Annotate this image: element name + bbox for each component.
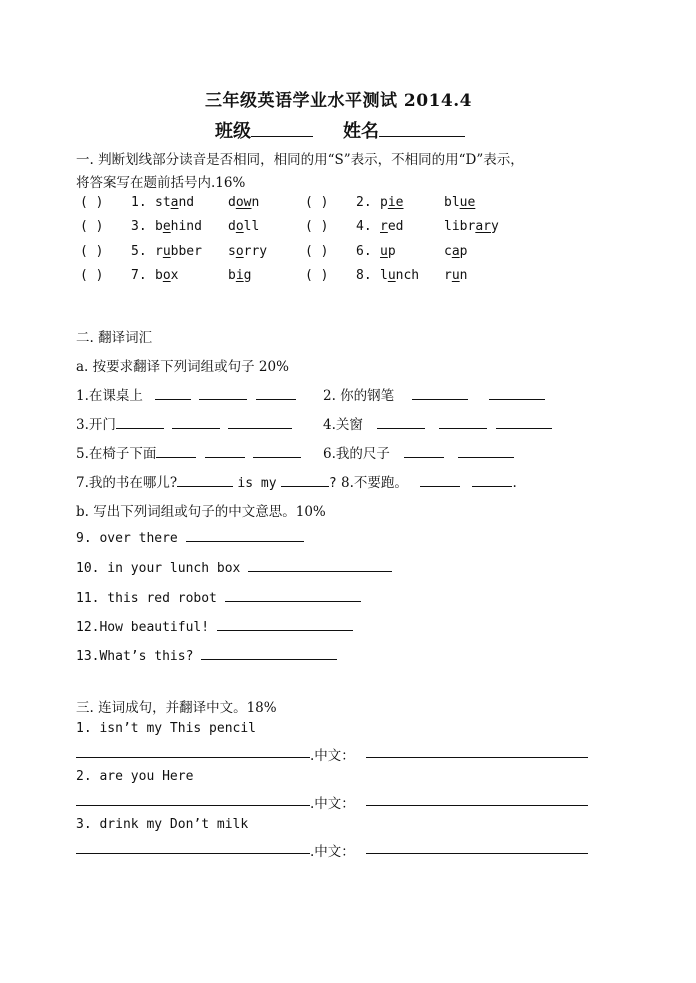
item-b9 [76, 530, 304, 546]
underlined-part: o [162, 268, 171, 283]
word-part: n [251, 195, 260, 210]
blank[interactable] [155, 388, 191, 400]
blank[interactable] [199, 388, 247, 400]
blank[interactable] [228, 417, 292, 429]
word-2 [444, 244, 467, 259]
underlined-part: u [380, 244, 388, 259]
word-part: p [380, 195, 388, 210]
underlined-part: u [162, 244, 171, 259]
word-part: b [155, 268, 163, 283]
blank[interactable] [201, 648, 337, 660]
word-1 [380, 244, 396, 259]
answer-bracket[interactable]: ( ) [80, 219, 104, 234]
blank[interactable] [177, 475, 233, 487]
item-a6-text: 6.我的尺子 [323, 446, 390, 462]
answer-bracket[interactable]: ( ) [80, 195, 104, 210]
answer-bracket[interactable]: ( ) [80, 244, 104, 259]
chinese-answer-line[interactable] [366, 805, 588, 806]
blank[interactable] [472, 475, 512, 487]
blank[interactable] [156, 446, 196, 458]
item-number: 6. [356, 244, 372, 259]
item-number: 7. [131, 268, 147, 283]
word-part: ll [243, 219, 260, 234]
blank[interactable] [248, 560, 392, 572]
word-part: d [228, 219, 236, 234]
word-2 [228, 195, 259, 210]
word-2 [444, 219, 499, 234]
sentence-prompt: 2. are you Here [76, 769, 194, 784]
word-1 [155, 244, 202, 259]
blank[interactable] [281, 475, 329, 487]
underlined-part: ie [387, 195, 404, 210]
word-part: bl [444, 195, 460, 210]
word-part: p [387, 244, 396, 259]
word-1 [155, 219, 202, 234]
underlined-part: r [380, 219, 388, 234]
item-b11 [76, 590, 361, 606]
blank[interactable] [205, 446, 245, 458]
item-a4-text: 4.关窗 [323, 417, 363, 433]
item-number: 3. [131, 219, 147, 234]
item-b12 [76, 619, 353, 635]
item-b13 [76, 648, 337, 664]
section3-heading: 三. 连词成句，并翻译中文。18% [76, 700, 277, 716]
sentence-answer-line[interactable] [76, 853, 310, 854]
item-a3-text: 3.开门 [76, 417, 116, 433]
word-part: p [459, 244, 468, 259]
word-part: b [228, 268, 236, 283]
word-2 [444, 195, 475, 210]
answer-bracket[interactable]: ( ) [305, 268, 329, 283]
blank[interactable] [217, 619, 353, 631]
chinese-label: .中文： [310, 844, 355, 860]
sentence-prompt: 1. isn’t my This pencil [76, 721, 257, 736]
section2-part-a: a. 按要求翻译下列词组或句子 20% [76, 359, 289, 375]
word-part: libr [444, 219, 476, 234]
word-part: nd [178, 195, 195, 210]
class-field [215, 117, 313, 143]
section1-heading-2: 将答案写在题前括号内.16% [76, 175, 246, 191]
item-b12-text: 12.How beautiful! [76, 620, 210, 635]
item-a5-text: 5.在椅子下面 [76, 446, 157, 462]
item-a8-text: 8.不要跑。 [340, 475, 408, 491]
chinese-answer-line[interactable] [366, 757, 588, 758]
word-part: ed [387, 219, 404, 234]
word-part: nch [395, 268, 420, 283]
item-b9-text: 9. over there [76, 531, 178, 546]
underlined-part: a [170, 195, 179, 210]
word-2 [228, 219, 259, 234]
blank[interactable] [489, 388, 545, 400]
class-label: 班级 [215, 121, 251, 142]
word-1 [380, 195, 403, 210]
blank[interactable] [116, 417, 164, 429]
blank[interactable] [186, 530, 304, 542]
word-2 [228, 244, 267, 259]
item-number: 1. [131, 195, 147, 210]
item-number: 5. [131, 244, 147, 259]
answer-bracket[interactable]: ( ) [305, 195, 329, 210]
chinese-label: .中文： [310, 796, 355, 812]
blank[interactable] [225, 590, 361, 602]
chinese-label: .中文： [310, 748, 355, 764]
item-b11-text: 11. this red robot [76, 591, 217, 606]
word-part: r [155, 244, 163, 259]
blank[interactable] [256, 388, 296, 400]
answer-bracket[interactable]: ( ) [80, 268, 104, 283]
blank[interactable] [253, 446, 301, 458]
word-part: bber [170, 244, 202, 259]
word-part: hind [170, 219, 202, 234]
item-number: 4. [356, 219, 372, 234]
underlined-part: a [451, 244, 460, 259]
blank[interactable] [172, 417, 220, 429]
item-a2-text: 2. 你的钢笔 [323, 388, 395, 404]
class-blank[interactable] [251, 125, 313, 137]
word-part: g [243, 268, 252, 283]
item-a4 [323, 413, 552, 433]
item-a5 [76, 442, 301, 462]
word-1 [380, 219, 403, 234]
item-a1 [76, 384, 296, 404]
item-number: 8. [356, 268, 372, 283]
sentence-answer-line[interactable] [76, 805, 310, 806]
item-b13-text: 13.What’s this? [76, 649, 194, 664]
item-a2 [323, 384, 545, 404]
underlined-part: ar [475, 219, 491, 234]
name-blank[interactable] [379, 125, 465, 137]
underlined-part: e [162, 219, 171, 234]
item-a3 [76, 413, 292, 433]
underlined-part: o [235, 244, 244, 259]
blank[interactable] [404, 446, 444, 458]
word-1 [155, 268, 178, 283]
word-part: n [459, 268, 468, 283]
section2-part-b: b. 写出下列词组或句子的中文意思。10% [76, 504, 326, 520]
page-title: 三年级英语学业水平测试 2014.4 [205, 91, 472, 111]
sentence-prompt: 3. drink my Don’t milk [76, 817, 249, 832]
blank[interactable] [439, 417, 487, 429]
underlined-part: o [235, 219, 244, 234]
item-a7-end: ? [328, 476, 337, 491]
section1-heading: 一. 判断划线部分读音是否相同，相同的用“S”表示，不相同的用“D”表示， [76, 152, 524, 168]
word-part: st [155, 195, 171, 210]
blank[interactable] [458, 446, 514, 458]
blank[interactable] [412, 388, 468, 400]
item-a7-text: 7.我的书在哪儿? [76, 475, 178, 491]
chinese-answer-line[interactable] [366, 853, 588, 854]
word-part: l [380, 268, 388, 283]
word-part: rry [243, 244, 268, 259]
underlined-part: u [451, 268, 460, 283]
word-part: r [444, 268, 452, 283]
word-2 [444, 268, 467, 283]
answer-bracket[interactable]: ( ) [305, 219, 329, 234]
word-part: d [228, 195, 236, 210]
blank[interactable] [377, 417, 425, 429]
item-number: 2. [356, 195, 372, 210]
sentence-answer-line[interactable] [76, 757, 310, 758]
item-a6 [323, 442, 514, 462]
word-1 [155, 195, 194, 210]
word-part: b [155, 219, 163, 234]
underlined-part: u [387, 268, 396, 283]
item-a7 [76, 471, 517, 491]
word-part: c [444, 244, 452, 259]
word-part: s [228, 244, 236, 259]
name-field [343, 117, 465, 143]
blank[interactable] [496, 417, 552, 429]
underlined-part: ue [459, 195, 476, 210]
item-a8-end: . [512, 475, 517, 491]
blank[interactable] [420, 475, 460, 487]
answer-bracket[interactable]: ( ) [305, 244, 329, 259]
word-1 [380, 268, 419, 283]
word-2 [228, 268, 251, 283]
underlined-part: i [235, 268, 244, 283]
underlined-part: ow [235, 195, 252, 210]
name-label: 姓名 [343, 121, 379, 142]
word-part: x [170, 268, 179, 283]
word-part: y [490, 219, 499, 234]
item-b10 [76, 560, 392, 576]
section2-heading: 二. 翻译词汇 [76, 330, 153, 346]
item-b10-text: 10. in your lunch box [76, 561, 241, 576]
item-a1-text: 1.在课桌上 [76, 388, 143, 404]
item-a7-mid: is my [237, 476, 277, 491]
